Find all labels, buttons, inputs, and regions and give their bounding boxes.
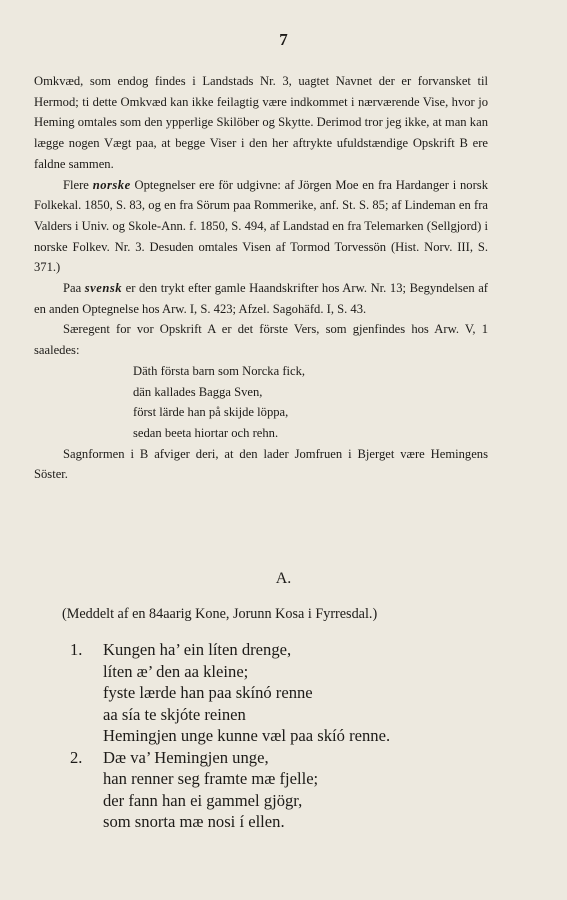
emphasis-word: svensk <box>84 281 123 296</box>
paragraph-group <box>34 71 488 361</box>
song-line: aa sía te skjóte reinen <box>103 704 246 724</box>
stanza <box>70 639 490 747</box>
song-line: Hemingjen unge kunne væl paa skíó renne. <box>103 726 391 745</box>
song-line: fyste lærde han paa skínó renne <box>103 683 313 702</box>
stanza <box>70 747 490 833</box>
stanza-number: 1. <box>70 640 83 659</box>
song-text <box>70 639 490 833</box>
stanza-lines <box>103 639 490 747</box>
verse-line: dän kallades Bagga Sven, <box>133 384 263 399</box>
verse-line: först lärde han på skijde löppa, <box>133 405 289 420</box>
closing-paragraph: Sagnformen i B afviger deri, at den lader Jomfruen i Bjerget være Hemingens Söster. <box>34 446 488 482</box>
page-number: 7 <box>279 30 288 49</box>
paragraph: Omkvæd, som endog findes i Landstads Nr. 3, uagtet Navnet der er forvansket til Hermod; ti dette Omkvæd kan ikke feilagtig være indkommet i nærværende Vise, hvor jo Heming omtales som den ypperlige Skilöber og Skytte. Derimod tror jeg ikke, at man kan lægge nogen Vægt paa, at begge Viser i den her aftrykte ufuldstændige Opskrift B ere faldne sammen. <box>34 74 488 171</box>
quoted-verse <box>133 361 488 444</box>
song-line: der fann han ei gammel gjögr, <box>103 790 303 810</box>
song-line: som snorta mæ nosi í ellen. <box>103 812 285 831</box>
stanza-lines <box>103 747 490 833</box>
source-note: (Meddelt af en 84aarig Kone, Jorunn Kosa i Fyrresdal.) <box>62 606 378 622</box>
paragraph: Flere norske Optegnelser ere för udgivne: af Jörgen Moe en fra Hardanger i norsk Folkekal. 1850, S. 83, og en fra Sörum paa Rommerike, anf. St. S. 85; af Lindeman en fra Valders i Univ. og Skole-Ann. f. 1850, S. 494, af Landstad en fra Telemarken (Sellgjord) i norske Folkev. Nr. 3. Desuden omtales Visen af Tormod Torvessön (Hist. Norv. III, S. 371.) <box>34 177 488 275</box>
song-line: Kungen ha’ ein líten drenge, <box>103 640 292 659</box>
section-heading: A. <box>275 570 292 587</box>
verse-line: sedan beeta hiortar och rehn. <box>133 425 279 440</box>
song-line: han renner seg framte mæ fjelle; <box>103 769 319 788</box>
song-line: líten æ’ den aa kleine; <box>103 661 249 681</box>
stanza-number: 2. <box>70 747 83 767</box>
verse-line: Däth första barn som Norcka fick, <box>133 363 306 378</box>
paragraph: Paa svensk er den trykt efter gamle Haandskrifter hos Arw. Nr. 13; Begyndelsen af en anden Optegnelse hos Arw. I, S. 423; Afzel. Sagohäfd. I, S. 43. <box>34 281 488 316</box>
paragraph: Særegent for vor Opskrift A er det förste Vers, som gjenfindes hos Arw. V, 1 saaledes: <box>34 322 488 358</box>
commentary-text <box>34 71 488 485</box>
emphasis-word: norske <box>92 177 131 192</box>
song-line: Dæ va’ Hemingjen unge, <box>103 747 269 767</box>
